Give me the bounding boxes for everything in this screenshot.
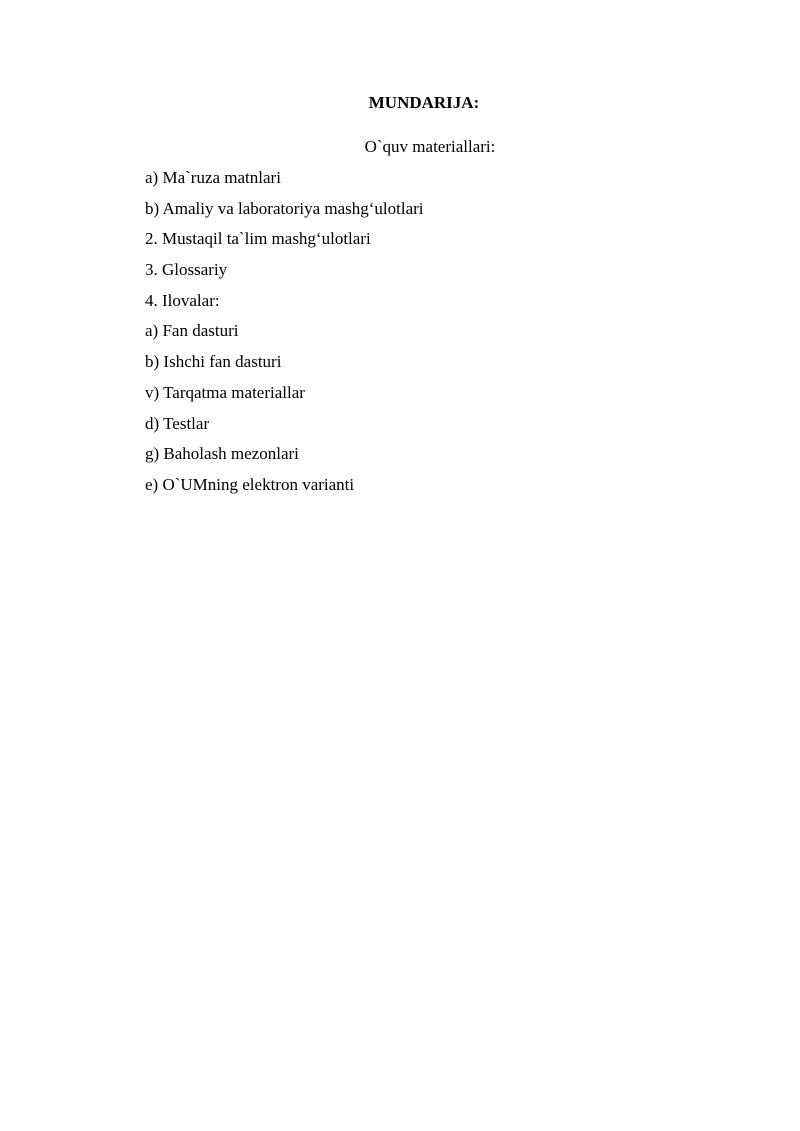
- toc-item: 2. Mustaqil ta`lim mashg‘ulotlari: [145, 229, 371, 249]
- toc-item: v) Tarqatma materiallar: [145, 382, 305, 402]
- toc-item: e) O`UMning elektron varianti: [145, 474, 355, 494]
- toc-item: g) Baholash mezonlari: [145, 444, 299, 464]
- toc-item: a) Ma`ruza matnlari: [145, 168, 281, 187]
- toc-item: b) Amaliy va laboratoriya mashg‘ulotlari: [145, 198, 424, 218]
- section-subtitle: O`quv materiallari:: [364, 137, 496, 156]
- page-title: MUNDARIJA:: [368, 93, 480, 112]
- table-of-contents: [145, 166, 424, 504]
- toc-item: a) Fan dasturi: [145, 321, 239, 341]
- toc-item: d) Testlar: [145, 413, 210, 433]
- toc-item: 3. Glossariy: [145, 260, 228, 280]
- toc-item: b) Ishchi fan dasturi: [145, 352, 282, 372]
- toc-item: 4. Ilovalar:: [145, 290, 220, 310]
